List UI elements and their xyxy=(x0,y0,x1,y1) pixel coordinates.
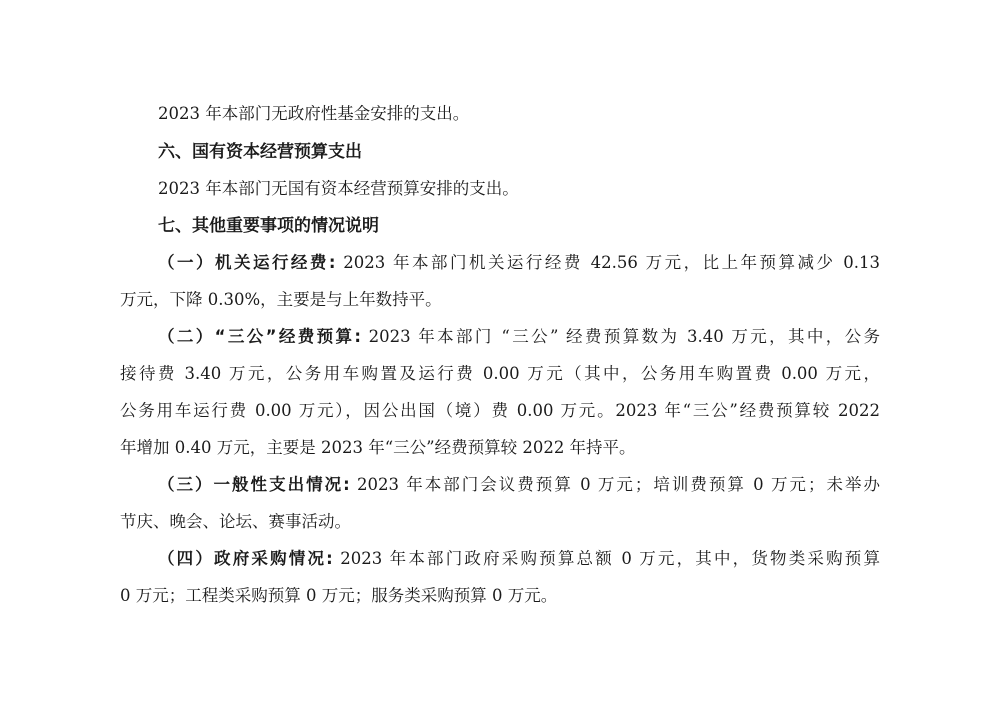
subsection-title-2: （二）“三公”经费预算: xyxy=(158,327,361,346)
paragraph-operating-costs xyxy=(158,252,880,274)
paragraph-text: 接待费 3.40 万元，公务用车购置及运行费 0.00 万元（其中，公务用车购置费 0.00 万元， xyxy=(120,364,880,383)
paragraph-government-fund: 2023 年本部门无政府性基金安排的支出。 xyxy=(158,104,470,123)
subsection-title-3: （三）一般性支出情况: xyxy=(158,475,350,494)
paragraph-text: 2023 年本部门会议费预算 0 万元；培训费预算 0 万元；未举办 xyxy=(356,475,880,494)
paragraph-text: 2023 年本部门 “三公” 经费预算数为 3.40 万元，其中，公务 xyxy=(368,327,881,346)
paragraph-general-expenses xyxy=(158,474,880,496)
paragraph-text: 2023 年本部门机关运行经费 42.56 万元，比上年预算减少 0.13 xyxy=(343,253,880,272)
paragraph-text: 年增加 0.40 万元，主要是 2023 年“三公”经费预算较 2022 年持平。 xyxy=(120,438,636,457)
section-heading-6: 六、国有资本经营预算支出 xyxy=(158,142,362,162)
paragraph-text: 节庆、晚会、论坛、赛事活动。 xyxy=(120,512,351,531)
section-heading-7: 七、其他重要事项的情况说明 xyxy=(158,216,379,236)
paragraph-text: 万元，下降 0.30%，主要是与上年数持平。 xyxy=(120,290,442,309)
subsection-title-1: （一）机关运行经费: xyxy=(158,253,336,272)
paragraph-text: 0 万元；工程类采购预算 0 万元；服务类采购预算 0 万元。 xyxy=(120,586,558,605)
subsection-title-4: （四）政府采购情况: xyxy=(158,549,333,568)
paragraph-text: 公务用车运行费 0.00 万元），因公出国（境）费 0.00 万元。2023 年“三公”经费预算较 2022 xyxy=(120,401,880,420)
paragraph-three-public-expenses xyxy=(158,326,880,348)
paragraph-state-capital: 2023 年本部门无国有资本经营预算安排的支出。 xyxy=(158,179,519,198)
paragraph-text: 2023 年本部门政府采购预算总额 0 万元，其中，货物类采购预算 xyxy=(340,549,880,568)
paragraph-government-procurement xyxy=(158,548,880,570)
